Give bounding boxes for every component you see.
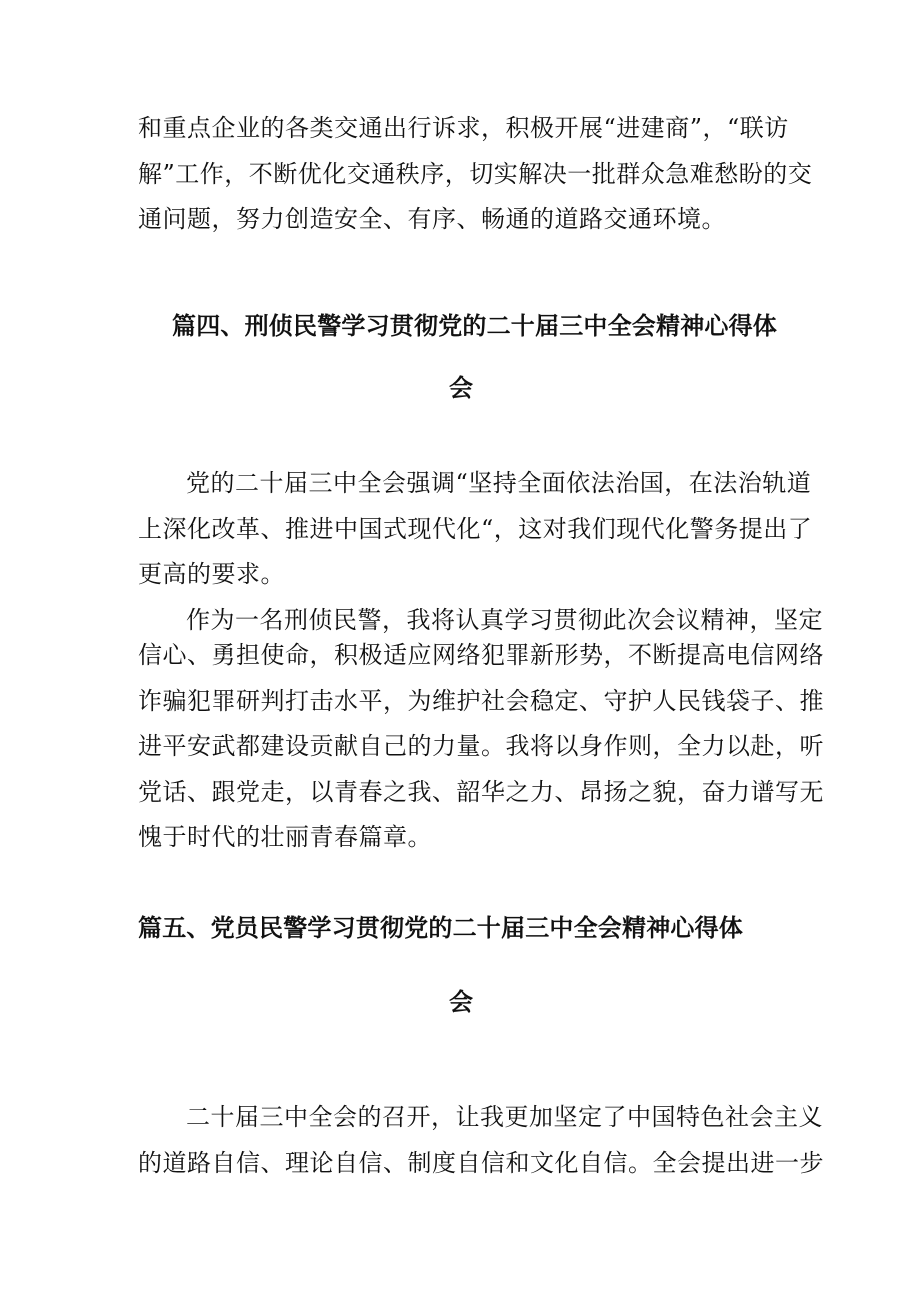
body-line: 作为一名刑侦民警，我将认真学习贯彻此次会议精神，坚定 <box>186 606 823 634</box>
section-4-title: 篇四、刑侦民警学习贯彻党的二十届三中全会精神心得体 <box>172 312 777 340</box>
body-line: 诈骗犯罪研判打击水平，为维护社会稳定、守护人民钱袋子、推 <box>138 687 824 715</box>
body-line: 上深化改革、推进中国式现代化“，这对我们现代化警务提出了 <box>138 515 813 543</box>
body-line: 更高的要求。 <box>138 560 285 588</box>
body-line: 愧于时代的壮丽青春篇章。 <box>138 823 432 851</box>
body-line: 二十届三中全会的召开，让我更加坚定了中国特色社会主义 <box>186 1103 823 1131</box>
section-5-title: 篇五、党员民警学习贯彻党的二十届三中全会精神心得体 <box>138 914 743 942</box>
body-line: 党的二十届三中全会强调“坚持全面依法治国，在法治轨道 <box>186 469 812 497</box>
body-line: 和重点企业的各类交通出行诉求，积极开展“进建商”，“联访 <box>138 114 789 142</box>
body-line: 通问题，努力创造安全、有序、畅通的道路交通环境。 <box>138 205 726 233</box>
body-line: 信心、勇担使命，积极适应网络犯罪新形势，不断提高电信网络 <box>138 641 824 669</box>
body-line: 进平安武都建设贡献自己的力量。我将以身作则，全力以赴，听 <box>138 732 824 760</box>
body-line: 党话、跟党走，以青春之我、韶华之力、昂扬之貌，奋力谱写无 <box>138 778 824 806</box>
body-line: 的道路自信、理论自信、制度自信和文化自信。全会提出进一步 <box>138 1149 824 1177</box>
section-5-title-continued: 会 <box>449 988 474 1016</box>
section-4-title-continued: 会 <box>449 374 474 402</box>
body-line: 解”工作，不断优化交通秩序，切实解决一批群众急难愁盼的交 <box>138 160 813 188</box>
